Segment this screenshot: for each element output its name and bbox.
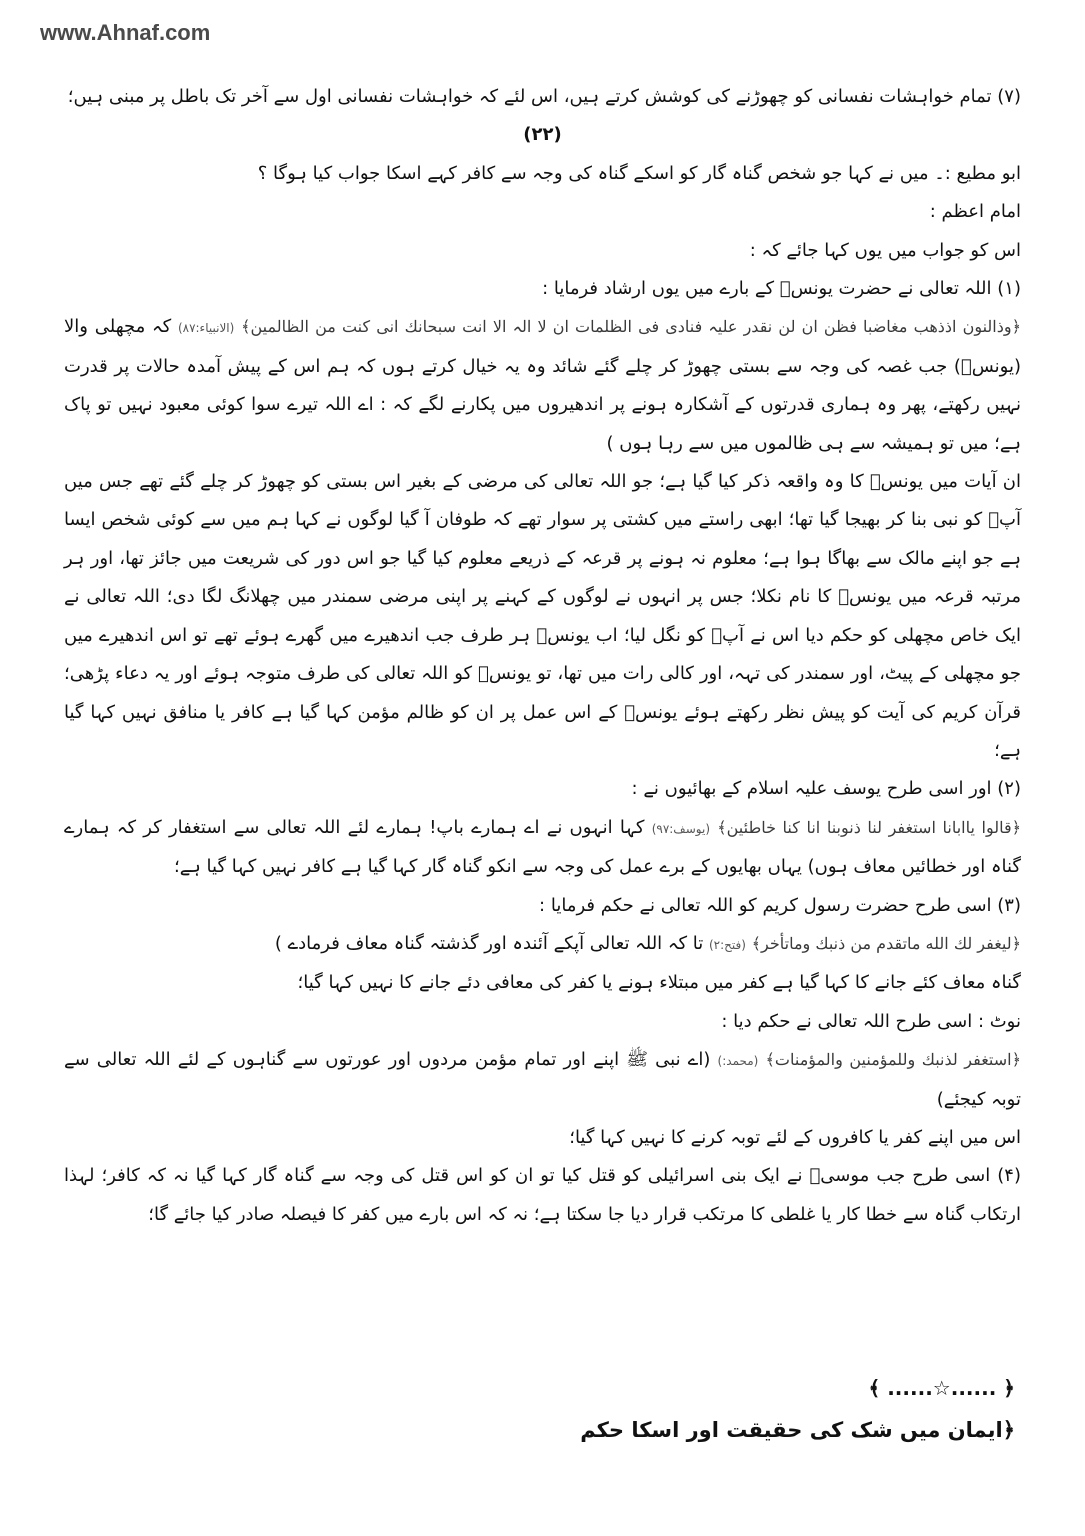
ornament-divider: ﴾ ......☆...... ﴿ [868,1376,1015,1400]
point-3-explanation: گناہ معاف کئے جانے کا کہا گیا ہے کفر میں مبتلاء ہونے یا کفر کی معافی دئے جانے کا نہیں کہا گیا؛ [297,972,1021,994]
point-1-ayah-block [64,308,1021,463]
ayah-anbiya: ﴿وذالنون اذذھب مغاضبا فظن ان لن نقدر علیہ فنادی فی الظلمات ان لا الہ الا انت سبحانك انی کنت من الظالمین﴾ [241,317,1021,337]
site-watermark: www.Ahnaf.com [40,20,211,45]
ayah-yusuf: ﴿قالوا یاابانا استغفر لنا ذنوبنا انا کنا خاطئین﴾ [717,817,1021,837]
question-paragraph: ابو مطیع :۔ میں نے کہا جو شخص گناہ گار کو اسکے گناہ کی وجہ سے کافر کہے اسکا جواب کیا ہوگا ؟ [257,162,1021,184]
section-number: (۲۲) [523,124,562,146]
ayah-ref-muhammad: (محمد:) [717,1054,759,1069]
ayah-muhammad: ﴿استغفر لذنبك وللمؤمنين والمؤمنات﴾ [765,1050,1021,1070]
ayah-translation-muhammad: (اے نبی ﷺ اپنے اور تمام مؤمن مردوں اور عورتوں سے گناہوں کے لئے اللہ تعالی سے توبہ کیجئے) [64,1049,1021,1110]
ayah-translation-yusuf: کہا انہوں نے اے ہمارے باپ! ہمارے لئے اللہ تعالی سے استغفار کر کہ ہمارے گناہ اور خطائیں معاف ہوں) یہاں بھایوں کے برے عمل کی وجہ سے انکو گناہ گار کہا گیا ہے کافر نہیں کہا گیا ہے؛ [64,816,1021,878]
note-heading: نوٹ : اسی طرح اللہ تعالی نے حکم دیا : [721,1010,1021,1032]
point-2-heading: (۲) اور اسی طرح یوسف علیہ اسلام کے بھائیوں نے : [631,778,1021,800]
point-4-paragraph: (۴) اسی طرح جب موسیؑ نے ایک بنی اسرائیلی کو قتل کیا تو ان کو اس قتل کی وجہ سے گناہ گار کہا گیا نہ کہ کافر؛ لہذا ارتکاب گناہ سے خطا کار یا غلطی کا مرتکب قرار دیا جا سکتا ہے؛ نہ کہ اس بارے میں کفر کا فیصلہ صادر کیا جائے گا؛ [64,1165,1021,1225]
imam-label: امام اعظم : [929,201,1021,223]
yunus-explanation: ان آیات میں یونسؑ کا وہ واقعہ ذکر کیا گیا ہے؛ جو اللہ تعالی کی مرضی کے بغیر اس بستی کو چھوڑ کر چلے گئے تھے جس میں آپؑ کو نبی بنا کر بھیجا گیا تھا؛ ابھی راستے میں کشتی پر سوار تھے کہ طوفان آ گیا لوگوں نے کہا ہم میں سے کوئی شخص ایسا ہے جو اپنے مالک سے بھاگا ہوا ہے؛ معلوم نہ ہونے پر قرعہ کے ذریعے معلوم کیا گیا جو اس دور کی شریعت میں جائز تھا، اور ہر مرتبہ قرعہ میں یونسؑ کا نام نکلا؛ جس پر انہوں نے لوگوں کے کہنے پر اپنی مرضی سمندر میں چھلانگ لگا دی؛ اللہ تعالی نے ایک خاص مچھلی کو حکم دیا اس نے آپؑ کو نگل لیا؛ اب یونسؑ ہر طرف جب اندھیرے میں گھرے ہوئے تھے تو اس اندھیرے میں جو مچھلی کے پیٹ، اور سمندر کی تہہ، اور کالی رات میں تھا، تو یونسؑ کو اللہ تعالی کی طرف متوجہ ہوئے اور یہ دعاء پڑھی؛ قرآن کریم کی آیت کو پیش نظر رکھتے ہوئے یونسؑ کے اس عمل پر ان کو ظالم مؤمن کہا گیا ہے کافر یا منافق نہیں کہا گیا ہے؛ [64,471,1021,761]
section-heading: ﴿ایمان میں شک کی حقیقت اور اسکا حکم [580,1418,1015,1442]
ayah-ref-yusuf: (یوسف:۹۷) [651,821,711,836]
ayah-ref-fath: (فتح:۲) [708,937,746,952]
note-explanation: اس میں اپنے کفر یا کافروں کے لئے توبہ کرنے کا نہیں کہا گیا؛ [569,1126,1021,1148]
ayah-ref-anbiya: (الانبیاء:۸۷) [177,321,235,336]
ayah-translation-fath: تا کہ اللہ تعالی آپکے آئندہ اور گذشتہ گناہ معاف فرمادے ) [274,932,704,954]
answer-intro: اس کو جواب میں یوں کہا جائے کہ : [749,239,1021,261]
ayah-fath: ﴿لیغفر لك الله ماتقدم من ذنبك وماتأخر﴾ [751,933,1021,953]
point-3-heading: (۳) اسی طرح حضرت رسول کریم کو اللہ تعالی نے حکم فرمایا : [539,894,1021,916]
ayah-translation-anbiya: کہ مچھلی والا (یونسؑ) جب غصہ کی وجہ سے بستی چھوڑ کر چلے گئے شائد وہ یہ خیال کرتے ہوں کہ ہم اس کے پیش آمدہ حالات پر قدرت نہیں رکھتے، پھر وہ ہماری قدرتوں کے آشکارہ ہونے پر اندھیروں میں پکارنے لگے کہ : اے اللہ تیرے سوا کوئی معبود نہیں تو پاک ہے؛ میں تو ہمیشہ سے ہی ظالموں میں سے رہا ہوں ) [64,316,1021,454]
point-1-heading: (۱) اللہ تعالی نے حضرت یونسؑ کے بارے میں یوں ارشاد فرمایا : [542,278,1021,300]
document-body [64,78,1021,1234]
paragraph-7: (۷) تمام خواہشات نفسانی کو چھوڑنے کی کوشش کرتے ہیں، اس لئے کہ خواہشات نفسانی اول سے آخر تک باطل پر مبنی ہیں؛ [67,86,1021,107]
point-2-ayah-block [64,809,1021,887]
point-3-ayah-block [64,925,1021,964]
note-ayah-block [64,1041,1021,1119]
